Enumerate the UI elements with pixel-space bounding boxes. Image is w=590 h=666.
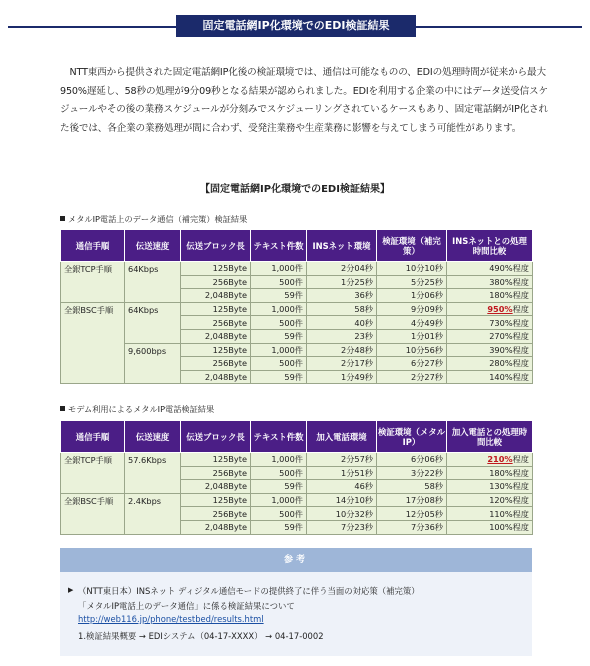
count-cell: 1,000件	[251, 262, 307, 276]
protocol-cell: 全銀BSC手順	[61, 493, 125, 534]
header-baseline: 加入電話環境	[307, 421, 377, 453]
square-bullet-icon	[60, 406, 65, 411]
count-cell: 500件	[251, 357, 307, 371]
block-cell: 256Byte	[181, 507, 251, 521]
baseline-cell: 1分25秒	[307, 275, 377, 289]
table-row	[61, 302, 533, 316]
header-block: 伝送ブロック長	[181, 230, 251, 262]
test-cell: 2分27秒	[377, 370, 447, 384]
header-ratio: 加入電話との処理時間比較	[447, 421, 533, 453]
test-cell: 6分27秒	[377, 357, 447, 371]
block-cell: 256Byte	[181, 316, 251, 330]
ratio-cell	[447, 453, 533, 467]
header-test: 検証環境（補完策）	[377, 230, 447, 262]
count-cell: 59件	[251, 329, 307, 343]
baseline-cell: 58秒	[307, 302, 377, 316]
baseline-cell: 36秒	[307, 289, 377, 303]
count-cell: 1,000件	[251, 493, 307, 507]
ratio-cell: 180%程度	[447, 466, 533, 480]
intro-paragraph: NTT東西から提供された固定電話網IP化後の検証環境では、通信は可能なものの、EDIの処理時間が従来から最大950%遅延し、58秒の処理が9分09秒となる結果が認められました。EDIを利用する企業の中にはデータ送受信スケジュールやその後の業務スケジュールが分刻みでスケジューリングされているケースもあり、固定電話網がIP化された後では、各企業の業務処理が間に合わず、受発注業務や生産業務に影響を与えてしまう可能性があります。	[60, 67, 548, 134]
ratio-cell: 180%程度	[447, 289, 533, 303]
ratio-suffix: 程度	[512, 304, 529, 315]
table-row	[61, 453, 533, 467]
test-cell: 58秒	[377, 480, 447, 494]
reference-link-row	[78, 614, 264, 624]
test-cell: 4分49秒	[377, 316, 447, 330]
test-cell: 1分06秒	[377, 289, 447, 303]
count-cell: 1,000件	[251, 453, 307, 467]
speed-cell: 2.4Kbps	[125, 493, 181, 534]
block-cell: 256Byte	[181, 466, 251, 480]
test-cell: 6分06秒	[377, 453, 447, 467]
table-row	[61, 343, 533, 357]
test-cell: 17分08秒	[377, 493, 447, 507]
speed-cell: 57.6Kbps	[125, 453, 181, 494]
results-subtitle: 【固定電話網IP化環境でのEDI検証結果】	[200, 184, 390, 195]
ratio-suffix: 程度	[512, 454, 529, 465]
protocol-cell: 全銀TCP手順	[61, 262, 125, 303]
test-cell: 3分22秒	[377, 466, 447, 480]
test-cell: 9分09秒	[377, 302, 447, 316]
test-cell: 5分25秒	[377, 275, 447, 289]
modem-results-table	[60, 420, 533, 535]
page-title: 固定電話網IP化環境でのEDI検証結果	[176, 15, 416, 37]
table-row	[61, 493, 533, 507]
header-speed: 伝送速度	[125, 421, 181, 453]
block-cell: 2,048Byte	[181, 370, 251, 384]
baseline-cell: 2分57秒	[307, 453, 377, 467]
section2-label: モデム利用によるメタルIP電話検証結果	[60, 404, 214, 415]
ratio-cell: 120%程度	[447, 493, 533, 507]
ratio-cell	[447, 302, 533, 316]
header-ratio: INSネットとの処理時間比較	[447, 230, 533, 262]
count-cell: 59件	[251, 520, 307, 534]
count-cell: 59件	[251, 480, 307, 494]
header-block: 伝送ブロック長	[181, 421, 251, 453]
test-cell: 10分10秒	[377, 262, 447, 276]
block-cell: 125Byte	[181, 493, 251, 507]
reference-link[interactable]: http://web116.jp/phone/testbed/results.html	[78, 614, 264, 624]
block-cell: 2,048Byte	[181, 329, 251, 343]
highlighted-ratio: 950%	[487, 304, 513, 315]
reference-line-3: 1.検証結果概要 → EDIシステム（04-17-XXXX） → 04-17-0002	[78, 631, 324, 641]
header-speed: 伝送速度	[125, 230, 181, 262]
ratio-cell: 390%程度	[447, 343, 533, 357]
section1-label: メタルIP電話上のデータ通信（補完策）検証結果	[60, 214, 247, 225]
block-cell: 125Byte	[181, 343, 251, 357]
baseline-cell: 23秒	[307, 329, 377, 343]
block-cell: 125Byte	[181, 262, 251, 276]
baseline-cell: 2分48秒	[307, 343, 377, 357]
header-count: テキスト件数	[251, 230, 307, 262]
header-count: テキスト件数	[251, 421, 307, 453]
count-cell: 59件	[251, 289, 307, 303]
ratio-cell: 280%程度	[447, 357, 533, 371]
reference-line-2: 「メタルIP電話上のデータ通信」に係る検証結果について	[78, 601, 295, 611]
protocol-cell: 全銀BSC手順	[61, 302, 125, 384]
header-protocol: 通信手順	[61, 230, 125, 262]
baseline-cell: 7分23秒	[307, 520, 377, 534]
block-cell: 256Byte	[181, 275, 251, 289]
table-row	[61, 262, 533, 276]
block-cell: 256Byte	[181, 357, 251, 371]
count-cell: 1,000件	[251, 302, 307, 316]
block-cell: 2,048Byte	[181, 289, 251, 303]
table-header-row	[61, 421, 533, 453]
ratio-cell: 270%程度	[447, 329, 533, 343]
count-cell: 500件	[251, 466, 307, 480]
baseline-cell: 40秒	[307, 316, 377, 330]
test-cell: 1分01秒	[377, 329, 447, 343]
ratio-cell: 490%程度	[447, 262, 533, 276]
baseline-cell: 2分04秒	[307, 262, 377, 276]
reference-heading: 参考	[60, 548, 532, 572]
ratio-cell: 380%程度	[447, 275, 533, 289]
protocol-cell: 全銀TCP手順	[61, 453, 125, 494]
title-banner	[0, 14, 590, 40]
highlighted-ratio: 210%	[487, 454, 513, 465]
test-cell: 7分36秒	[377, 520, 447, 534]
count-cell: 500件	[251, 316, 307, 330]
ratio-cell: 140%程度	[447, 370, 533, 384]
triangle-bullet-icon: ▶	[68, 586, 74, 594]
test-cell: 10分56秒	[377, 343, 447, 357]
count-cell: 1,000件	[251, 343, 307, 357]
baseline-cell: 1分51秒	[307, 466, 377, 480]
ratio-cell: 730%程度	[447, 316, 533, 330]
baseline-cell: 10分32秒	[307, 507, 377, 521]
header-test: 検証環境（メタルIP）	[377, 421, 447, 453]
count-cell: 500件	[251, 507, 307, 521]
baseline-cell: 46秒	[307, 480, 377, 494]
metal-ip-results-table	[60, 229, 533, 384]
header-protocol: 通信手順	[61, 421, 125, 453]
block-cell: 125Byte	[181, 453, 251, 467]
count-cell: 59件	[251, 370, 307, 384]
count-cell: 500件	[251, 275, 307, 289]
block-cell: 125Byte	[181, 302, 251, 316]
baseline-cell: 2分17秒	[307, 357, 377, 371]
table-header-row	[61, 230, 533, 262]
speed-cell: 64Kbps	[125, 302, 181, 343]
baseline-cell: 14分10秒	[307, 493, 377, 507]
square-bullet-icon	[60, 216, 65, 221]
ratio-cell: 130%程度	[447, 480, 533, 494]
reference-line-1: （NTT東日本）INSネット ディジタル通信モードの提供終了に伴う当面の対応策（補完策）	[78, 586, 420, 596]
ratio-cell: 100%程度	[447, 520, 533, 534]
speed-cell: 9,600bps	[125, 343, 181, 384]
block-cell: 2,048Byte	[181, 520, 251, 534]
test-cell: 12分05秒	[377, 507, 447, 521]
header-baseline: INSネット環境	[307, 230, 377, 262]
ratio-cell: 110%程度	[447, 507, 533, 521]
baseline-cell: 1分49秒	[307, 370, 377, 384]
block-cell: 2,048Byte	[181, 480, 251, 494]
speed-cell: 64Kbps	[125, 262, 181, 303]
